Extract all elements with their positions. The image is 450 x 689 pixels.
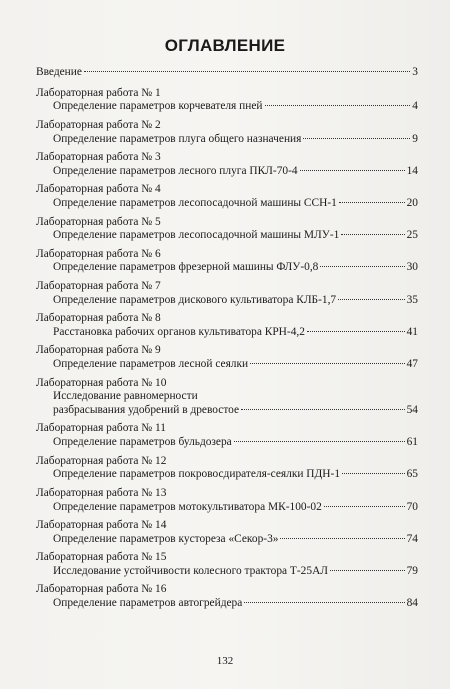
table-of-contents (36, 66, 418, 616)
toc-entry-title: Определение параметров кустореза «Секор-3» (53, 532, 279, 545)
toc-entry-page: 30 (406, 261, 418, 274)
toc-entry-title-line (36, 404, 418, 418)
toc-entry-title: Исследование устойчивости колесного трактора Т-25АЛ (53, 564, 329, 577)
toc-entry (36, 487, 418, 514)
dot-leader (234, 441, 405, 442)
toc-entry (36, 183, 418, 210)
toc-entry-page: 47 (406, 358, 418, 371)
dot-leader (320, 266, 404, 267)
toc-entry-title-line (36, 197, 418, 211)
dot-leader (300, 170, 405, 171)
toc-entry-page: 4 (412, 100, 418, 113)
toc-entry-title: разбрасывания удобрений в древостое (53, 403, 240, 416)
toc-entry-heading: Лабораторная работа № 4 (36, 183, 161, 196)
toc-entry-title: Определение параметров фрезерной машины ФЛУ-0,8 (53, 261, 319, 274)
toc-entry-heading: Лабораторная работа № 12 (36, 454, 167, 467)
dot-leader (338, 299, 404, 300)
toc-entry-heading: Лабораторная работа № 10 (36, 376, 167, 389)
toc-entry-title: Определение параметров лесного плуга ПКЛ-70-4 (53, 164, 298, 177)
toc-entry-title-line (36, 100, 418, 114)
toc-entry-title-line (36, 133, 418, 147)
dot-leader (339, 202, 405, 203)
dot-leader (330, 570, 405, 571)
toc-entry (36, 519, 418, 546)
toc-entry-page: 61 (406, 436, 418, 449)
toc-entry-title: Определение параметров автогрейдера (53, 597, 243, 610)
toc-entry-title-line (36, 358, 418, 372)
toc-entry-page: 9 (412, 132, 418, 145)
toc-entry-title-line (36, 294, 418, 308)
toc-entry-heading: Лабораторная работа № 6 (36, 247, 161, 260)
toc-entry-heading: Лабораторная работа № 1 (36, 86, 161, 99)
toc-entry-title: Определение параметров мотокультиватора МК-100-02 (53, 500, 322, 513)
toc-entry (36, 422, 418, 449)
dot-leader (307, 331, 405, 332)
dot-leader (342, 473, 405, 474)
toc-entry-title-line (36, 501, 418, 515)
toc-entry-heading: Лабораторная работа № 11 (36, 422, 166, 435)
toc-entry-title-line (36, 565, 418, 579)
toc-entry-heading: Лабораторная работа № 15 (36, 551, 167, 564)
toc-entry (36, 344, 418, 371)
toc-entry (36, 280, 418, 307)
toc-entry-page: 20 (406, 197, 418, 210)
toc-entry (36, 312, 418, 339)
toc-entry-title: Определение параметров лесопосадочной машины МЛУ-1 (53, 229, 340, 242)
dot-leader (303, 138, 410, 139)
toc-entry-page: 14 (406, 164, 418, 177)
toc-entry (36, 216, 418, 243)
toc-entry-heading: Лабораторная работа № 16 (36, 583, 167, 596)
toc-entry-heading: Лабораторная работа № 13 (36, 486, 167, 499)
toc-entry-title: Определение параметров корчевателя пней (53, 100, 263, 113)
toc-entry-title: Определение параметров покровосдирателя-сеялки ПДН-1 (53, 468, 341, 481)
toc-entry-page: 54 (406, 403, 418, 416)
dot-leader (250, 363, 404, 364)
toc-entry-heading: Лабораторная работа № 5 (36, 215, 161, 228)
toc-entry-title-line (36, 165, 418, 179)
toc-entry-heading: Лабораторная работа № 3 (36, 151, 161, 164)
toc-entry-title-line (36, 597, 418, 611)
dot-leader (265, 105, 411, 106)
toc-entry-heading: Лабораторная работа № 2 (36, 118, 161, 131)
page-number: 132 (216, 655, 234, 667)
toc-entry-title-line (36, 468, 418, 482)
toc-entry-title-line (36, 533, 418, 547)
toc-entry-heading: Лабораторная работа № 8 (36, 312, 161, 325)
toc-entry-title-line (36, 436, 418, 450)
dot-leader (84, 71, 410, 72)
toc-entry-heading: Лабораторная работа № 7 (36, 279, 161, 292)
toc-entry-title: Определение параметров бульдозера (53, 436, 232, 449)
toc-entry (36, 119, 418, 146)
toc-entry-title-line-continued (36, 390, 418, 404)
dot-leader (241, 409, 405, 410)
dot-leader (324, 506, 405, 507)
toc-entry-page: 41 (406, 325, 418, 338)
toc-entry-heading: Лабораторная работа № 9 (36, 344, 161, 357)
toc-entry (36, 551, 418, 578)
page-title: ОГЛАВЛЕНИЕ (164, 36, 286, 55)
toc-entry (36, 248, 418, 275)
toc-intro (36, 66, 418, 80)
toc-entry (36, 377, 418, 418)
toc-entry-title: Определение параметров лесопосадочной машины ССН-1 (53, 197, 337, 210)
toc-intro-label: Введение (36, 66, 82, 78)
toc-entry-heading: Лабораторная работа № 14 (36, 519, 167, 532)
toc-entry-page: 35 (406, 293, 418, 306)
dot-leader (280, 538, 404, 539)
toc-entry-page: 65 (406, 468, 418, 481)
toc-intro-page: 3 (412, 66, 418, 78)
toc-entry (36, 455, 418, 482)
toc-entry-page: 84 (406, 597, 418, 610)
toc-entry-title: Определение параметров лесной сеялки (53, 358, 249, 371)
toc-entry-page: 74 (406, 532, 418, 545)
toc-entry-title: Расстановка рабочих органов культиватора КРН-4,2 (53, 325, 305, 338)
toc-entry-page: 70 (406, 500, 418, 513)
toc-entry-title-line (36, 326, 418, 340)
toc-entry-page: 79 (406, 564, 418, 577)
toc-entry-title: Исследование равномерности (53, 390, 198, 403)
toc-entry (36, 583, 418, 610)
dot-leader (244, 602, 404, 603)
toc-entry-title-line (36, 229, 418, 243)
toc-entry (36, 87, 418, 114)
toc-entries (36, 87, 418, 611)
toc-entry-title: Определение параметров плуга общего назначения (53, 132, 302, 145)
dot-leader (341, 234, 404, 235)
toc-entry-page: 25 (406, 229, 418, 242)
toc-entry-title: Определение параметров дискового культиватора КЛБ-1,7 (53, 293, 337, 306)
toc-entry-title-line (36, 261, 418, 275)
toc-entry (36, 151, 418, 178)
